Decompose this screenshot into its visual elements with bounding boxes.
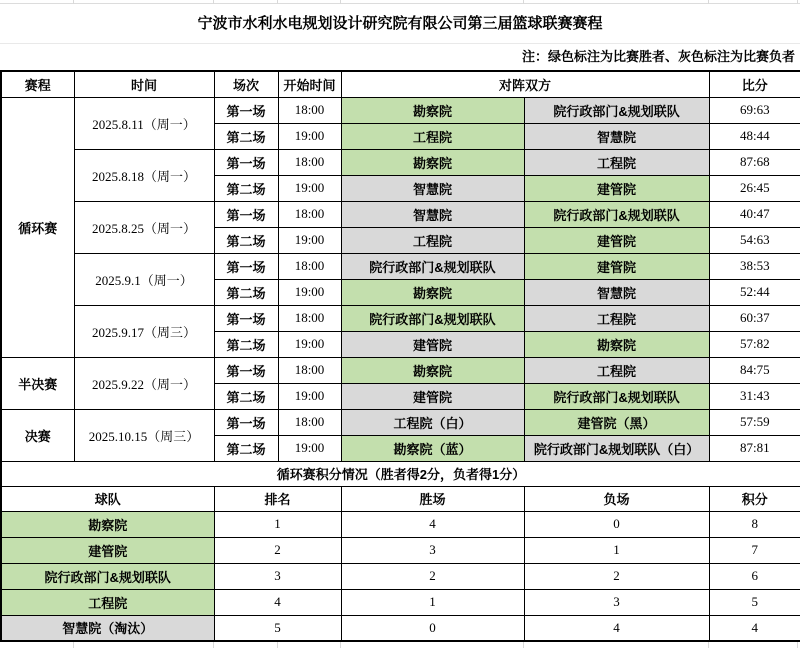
start-time-cell: 18:00: [278, 149, 341, 175]
gridline-stub: [797, 642, 798, 648]
date-cell: 2025.8.25（周一）: [74, 201, 214, 253]
team-cell-home: 智慧院: [341, 201, 524, 227]
score-cell: 48:44: [709, 123, 800, 149]
score-cell: 87:68: [709, 149, 800, 175]
match-row: [1, 357, 800, 383]
start-time-cell: 19:00: [278, 383, 341, 409]
session-cell: 第一场: [214, 357, 278, 383]
standings-row: [1, 589, 800, 615]
legend-note: 注：绿色标注为比赛胜者、灰色标注为比赛负者: [521, 49, 795, 64]
standings-header-row: [1, 486, 800, 511]
team-cell-away: 勘察院: [524, 331, 709, 357]
standings-losses-cell: 3: [524, 589, 709, 615]
standings-rank-cell: 4: [214, 589, 341, 615]
session-cell: 第一场: [214, 253, 278, 279]
session-cell: 第一场: [214, 409, 278, 435]
session-cell: 第二场: [214, 175, 278, 201]
team-cell-home: 院行政部门&规划联队: [341, 253, 524, 279]
score-cell: 38:53: [709, 253, 800, 279]
start-time-cell: 18:00: [278, 409, 341, 435]
col-header-matchup: 对阵双方: [341, 71, 709, 97]
standings-row: [1, 511, 800, 537]
score-cell: 84:75: [709, 357, 800, 383]
standings-row: [1, 615, 800, 641]
gridline-stub: [523, 642, 524, 648]
start-time-cell: 18:00: [278, 305, 341, 331]
schedule-and-standings-table: [0, 70, 800, 642]
team-cell-away: 工程院: [524, 305, 709, 331]
stage-cell: 决赛: [1, 409, 74, 461]
score-cell: 69:63: [709, 97, 800, 123]
team-cell-away: 工程院: [524, 357, 709, 383]
gridline-stub: [73, 0, 74, 4]
start-time-cell: 18:00: [278, 97, 341, 123]
standings-col-header-wins: 胜场: [341, 486, 524, 511]
col-header-date: 时间: [74, 71, 214, 97]
standings-points-cell: 6: [709, 563, 800, 589]
start-time-cell: 18:00: [278, 357, 341, 383]
match-row: [1, 409, 800, 435]
session-cell: 第一场: [214, 149, 278, 175]
standings-points-cell: 7: [709, 537, 800, 563]
session-cell: 第二场: [214, 331, 278, 357]
standings-wins-cell: 2: [341, 563, 524, 589]
standings-col-header-team: 球队: [1, 486, 214, 511]
team-cell-home: 勘察院: [341, 149, 524, 175]
score-cell: 31:43: [709, 383, 800, 409]
standings-losses-cell: 1: [524, 537, 709, 563]
start-time-cell: 19:00: [278, 175, 341, 201]
session-cell: 第二场: [214, 435, 278, 461]
standings-points-cell: 5: [709, 589, 800, 615]
standings-team-cell: 勘察院: [1, 511, 214, 537]
team-cell-away: 建管院: [524, 175, 709, 201]
standings-section-title: 循环赛积分情况（胜者得2分，负者得1分）: [1, 461, 800, 486]
standings-losses-cell: 4: [524, 615, 709, 641]
date-cell: 2025.9.1（周一）: [74, 253, 214, 305]
col-header-session: 场次: [214, 71, 278, 97]
session-cell: 第一场: [214, 201, 278, 227]
start-time-cell: 19:00: [278, 331, 341, 357]
sheet-gridline-strip-top: [0, 0, 800, 4]
team-cell-home: 工程院（白）: [341, 409, 524, 435]
gridline-stub: [523, 0, 524, 4]
gridline-stub: [213, 642, 214, 648]
standings-rank-cell: 2: [214, 537, 341, 563]
standings-rank-cell: 5: [214, 615, 341, 641]
standings-losses-cell: 2: [524, 563, 709, 589]
start-time-cell: 19:00: [278, 279, 341, 305]
standings-team-cell: 院行政部门&规划联队: [1, 563, 214, 589]
standings-points-cell: 8: [709, 511, 800, 537]
standings-rank-cell: 1: [214, 511, 341, 537]
match-row: [1, 97, 800, 123]
date-cell: 2025.8.18（周一）: [74, 149, 214, 201]
standings-wins-cell: 1: [341, 589, 524, 615]
standings-team-cell: 建管院: [1, 537, 214, 563]
gridline-stub: [340, 0, 341, 4]
sheet-gridline-strip-bottom: [0, 642, 800, 648]
session-cell: 第二场: [214, 227, 278, 253]
team-cell-away: 建管院: [524, 253, 709, 279]
gridline-stub: [73, 642, 74, 648]
standings-col-header-losses: 负场: [524, 486, 709, 511]
team-cell-away: 院行政部门&规划联队: [524, 383, 709, 409]
session-cell: 第二场: [214, 279, 278, 305]
team-cell-away: 工程院: [524, 149, 709, 175]
start-time-cell: 19:00: [278, 227, 341, 253]
score-cell: 40:47: [709, 201, 800, 227]
standings-rank-cell: 3: [214, 563, 341, 589]
session-cell: 第一场: [214, 97, 278, 123]
team-cell-away: 院行政部门&规划联队: [524, 201, 709, 227]
team-cell-away: 院行政部门&规划联队（白）: [524, 435, 709, 461]
start-time-cell: 19:00: [278, 435, 341, 461]
standings-wins-cell: 0: [341, 615, 524, 641]
match-row: [1, 201, 800, 227]
col-header-start-time: 开始时间: [278, 71, 341, 97]
gridline-stub: [277, 642, 278, 648]
team-cell-home: 勘察院（蓝）: [341, 435, 524, 461]
standings-points-cell: 4: [709, 615, 800, 641]
score-cell: 60:37: [709, 305, 800, 331]
team-cell-home: 工程院: [341, 123, 524, 149]
score-cell: 54:63: [709, 227, 800, 253]
standings-col-header-rank: 排名: [214, 486, 341, 511]
col-header-score: 比分: [709, 71, 800, 97]
team-cell-home: 勘察院: [341, 357, 524, 383]
team-cell-home: 院行政部门&规划联队: [341, 305, 524, 331]
page-title: 宁波市水利水电规划设计研究院有限公司第三届篮球联赛赛程: [0, 4, 800, 44]
score-cell: 57:59: [709, 409, 800, 435]
stage-cell: 半决赛: [1, 357, 74, 409]
start-time-cell: 19:00: [278, 123, 341, 149]
gridline-stub: [277, 0, 278, 4]
standings-team-cell: 工程院: [1, 589, 214, 615]
date-cell: 2025.9.22（周一）: [74, 357, 214, 409]
score-cell: 57:82: [709, 331, 800, 357]
score-cell: 87:81: [709, 435, 800, 461]
team-cell-away: 院行政部门&规划联队: [524, 97, 709, 123]
team-cell-home: 建管院: [341, 383, 524, 409]
standings-team-cell: 智慧院（淘汰）: [1, 615, 214, 641]
team-cell-home: 智慧院: [341, 175, 524, 201]
match-row: [1, 253, 800, 279]
gridline-stub: [708, 0, 709, 4]
team-cell-away: 智慧院: [524, 123, 709, 149]
standings-wins-cell: 4: [341, 511, 524, 537]
date-cell: 2025.9.17（周三）: [74, 305, 214, 357]
score-cell: 26:45: [709, 175, 800, 201]
match-row: [1, 149, 800, 175]
stage-cell: 循环赛: [1, 97, 74, 357]
session-cell: 第二场: [214, 123, 278, 149]
team-cell-home: 勘察院: [341, 279, 524, 305]
team-cell-home: 勘察院: [341, 97, 524, 123]
team-cell-away: 智慧院: [524, 279, 709, 305]
start-time-cell: 18:00: [278, 201, 341, 227]
date-cell: 2025.10.15（周三）: [74, 409, 214, 461]
team-cell-away: 建管院（黑）: [524, 409, 709, 435]
standings-col-header-points: 积分: [709, 486, 800, 511]
col-header-stage: 赛程: [1, 71, 74, 97]
date-cell: 2025.8.11（周一）: [74, 97, 214, 149]
standings-wins-cell: 3: [341, 537, 524, 563]
standings-section-row: [1, 461, 800, 486]
score-cell: 52:44: [709, 279, 800, 305]
match-row: [1, 305, 800, 331]
team-cell-home: 建管院: [341, 331, 524, 357]
gridline-stub: [797, 0, 798, 4]
team-cell-away: 建管院: [524, 227, 709, 253]
standings-row: [1, 563, 800, 589]
start-time-cell: 18:00: [278, 253, 341, 279]
gridline-stub: [213, 0, 214, 4]
gridline-stub: [708, 642, 709, 648]
standings-row: [1, 537, 800, 563]
session-cell: 第二场: [214, 383, 278, 409]
gridline-stub: [340, 642, 341, 648]
standings-losses-cell: 0: [524, 511, 709, 537]
session-cell: 第一场: [214, 305, 278, 331]
schedule-header-row: [1, 71, 800, 97]
team-cell-home: 工程院: [341, 227, 524, 253]
